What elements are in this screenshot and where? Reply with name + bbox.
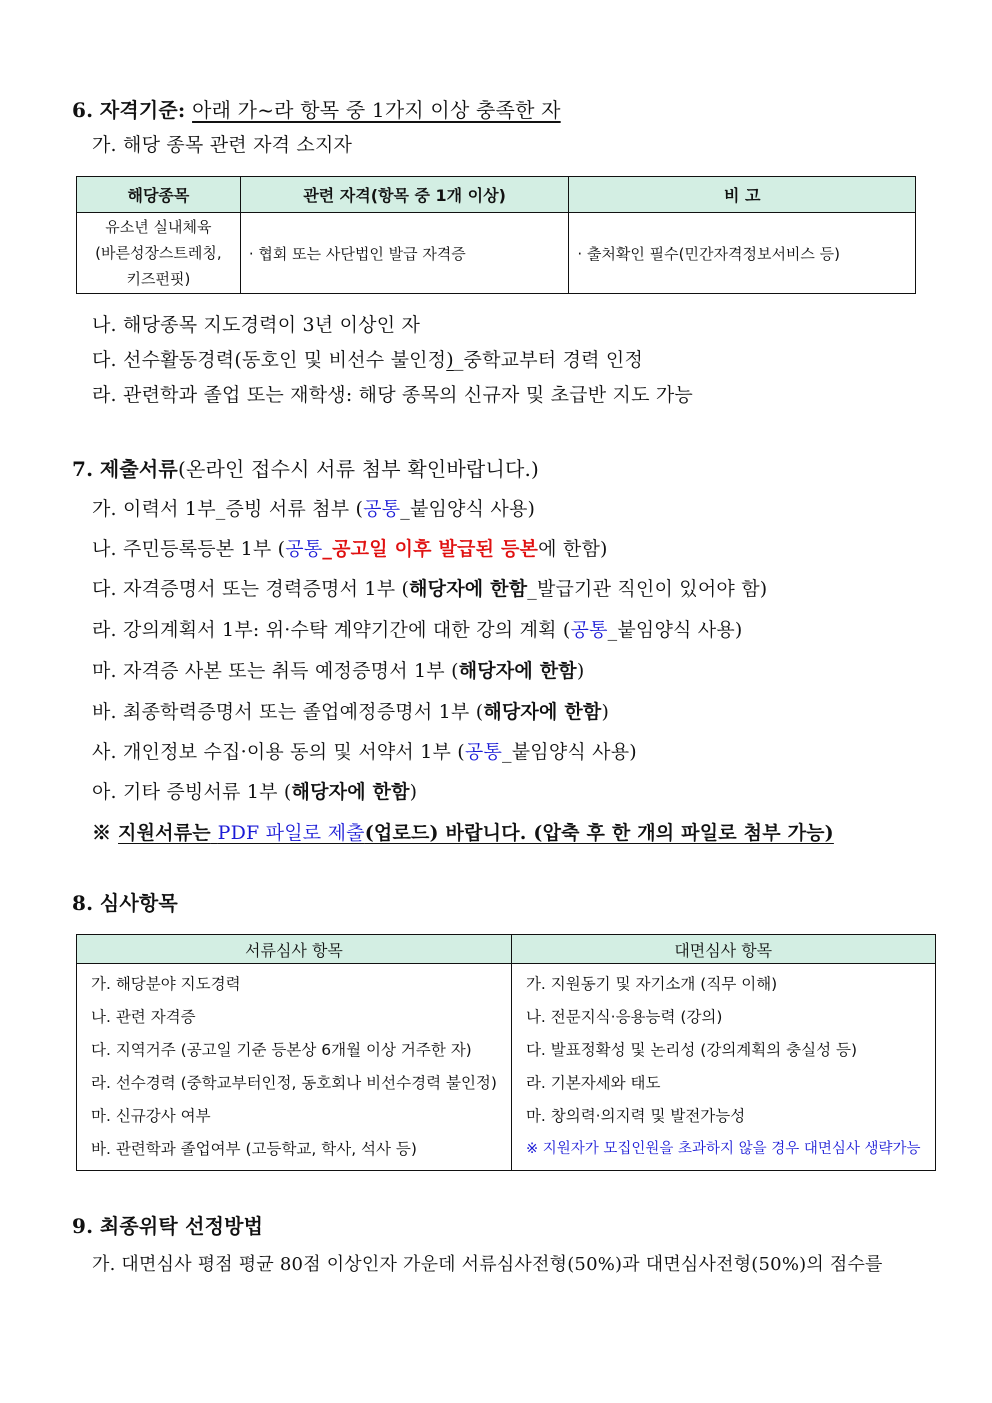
section-6-title: 자격기준: bbox=[99, 98, 186, 122]
item-text-tail: ) bbox=[409, 781, 418, 803]
list-item: 마. 창의력·의지력 및 발전가능성 bbox=[525, 1107, 746, 1125]
item-c-text-tail: _중학교부터 경력 인정 bbox=[453, 349, 644, 371]
item-text: 마. 자격증 사본 또는 취득 예정증명서 1부 ( bbox=[92, 660, 459, 682]
item-text: 아. 기타 증빙서류 1부 ( bbox=[92, 781, 292, 803]
section-8-title: 심사항목 bbox=[99, 891, 178, 915]
list-item: 마. 신규강사 여부 bbox=[91, 1107, 211, 1125]
item-bold: 해당자에 한함 bbox=[458, 660, 577, 682]
list-item bbox=[92, 497, 535, 521]
list-item: 라. 기본자세와 태도 bbox=[525, 1074, 661, 1092]
list-item: 다. 발표정확성 및 논리성 (강의계획의 충실성 등) bbox=[525, 1041, 858, 1059]
list-item bbox=[92, 740, 637, 764]
section-7-title-note: (온라인 접수시 서류 첨부 확인바랍니다.) bbox=[177, 457, 540, 481]
section-6-item-d: 라. 관련학과 졸업 또는 재학생: 해당 종목의 신규자 및 초급반 지도 가능 bbox=[92, 384, 693, 406]
list-item: 다. 지역거주 (공고일 기준 등본상 6개월 이상 거주한 자) bbox=[91, 1041, 472, 1059]
item-text-tail: ) bbox=[576, 660, 585, 682]
item-c-text: 다. 선수활동경력(동호인 및 비선수 불인정 bbox=[92, 349, 447, 371]
section-6-subtitle: 아래 가~라 항목 중 1가지 이상 충족한 자 bbox=[192, 98, 561, 122]
document-review-items bbox=[77, 964, 512, 1171]
header-qualification: 관련 자격(항목 중 1개 이상) bbox=[240, 177, 569, 213]
list-item: 나. 관련 자격증 bbox=[91, 1008, 196, 1026]
item-text: 바. 최종학력증명서 또는 졸업예정증명서 1부 ( bbox=[92, 701, 484, 723]
item-bold: 해당자에 한함 bbox=[409, 578, 528, 600]
item-text-tail: _붙임양식 사용) bbox=[607, 619, 743, 641]
section-6-heading bbox=[72, 98, 561, 122]
list-item bbox=[92, 537, 608, 561]
item-text: 나. 주민등록등본 1부 ( bbox=[92, 538, 286, 560]
list-item: 나. 전문지식·응용능력 (강의) bbox=[525, 1008, 723, 1026]
notice-text bbox=[118, 822, 834, 844]
header-note: 비 고 bbox=[569, 177, 916, 213]
section-7-heading bbox=[72, 457, 539, 481]
evaluation-table bbox=[76, 934, 936, 1171]
header-sport: 해당종목 bbox=[77, 177, 241, 213]
interview-review-items bbox=[511, 964, 935, 1171]
item-text-tail: _붙임양식 사용) bbox=[502, 741, 637, 763]
section-6-item-a: 가. 해당 종목 관련 자격 소지자 bbox=[92, 134, 353, 156]
list-item bbox=[92, 618, 743, 642]
list-item: 바. 관련학과 졸업여부 (고등학교, 학사, 석사 등) bbox=[91, 1140, 417, 1158]
item-bold: 해당자에 한함 bbox=[483, 701, 602, 723]
cell-qualification: · 협회 또는 사단법인 발급 자격증 bbox=[240, 213, 569, 294]
section-7-title: 제출서류 bbox=[99, 457, 178, 481]
section-6-number: 6. bbox=[72, 98, 94, 122]
item-text: 사. 개인정보 수집·이용 동의 및 서약서 1부 ( bbox=[92, 741, 465, 763]
item-text: 가. 이력서 1부_증빙 서류 첨부 ( bbox=[92, 498, 364, 520]
cell-note: · 출처확인 필수(민간자격정보서비스 등) bbox=[569, 213, 916, 294]
section-7-number: 7. bbox=[72, 457, 94, 481]
sport-line: 키즈펀핏) bbox=[126, 270, 191, 288]
header-interview-review: 대면심사 항목 bbox=[511, 935, 935, 964]
section-9-heading bbox=[72, 1214, 263, 1238]
item-text-tail: _붙임양식 사용) bbox=[400, 498, 536, 520]
section-9-item-a: 가. 대면심사 평점 평균 80점 이상인자 가운데 서류심사전형(50%)과 대면심사전형(50%)의 점수를 bbox=[92, 1254, 883, 1275]
table-row bbox=[77, 964, 936, 1171]
notice-pdf: PDF 파일로 제출 bbox=[217, 822, 365, 844]
section-9-title: 최종위탁 선정방법 bbox=[99, 1214, 264, 1238]
item-text: 라. 강의계획서 1부: 위·수탁 계약기간에 대한 강의 계획 ( bbox=[92, 619, 571, 641]
common-tag: 공통 bbox=[570, 619, 608, 641]
section-6-item-b: 나. 해당종목 지도경력이 3년 이상인 자 bbox=[92, 314, 421, 336]
section-8-heading bbox=[72, 891, 178, 915]
list-item: 가. 해당분야 지도경력 bbox=[91, 975, 241, 993]
section-6-item-c bbox=[92, 348, 643, 372]
list-item: 라. 선수경력 (중학교부터인정, 동호회나 비선수경력 불인정) bbox=[91, 1074, 497, 1092]
qualification-table-header bbox=[77, 177, 916, 213]
list-item bbox=[92, 780, 417, 804]
submission-notice bbox=[92, 821, 834, 845]
item-bold: 해당자에 한함 bbox=[291, 781, 410, 803]
list-item bbox=[92, 659, 584, 683]
cell-sport bbox=[77, 213, 241, 294]
section-9-number: 9. bbox=[72, 1214, 94, 1238]
common-tag: 공통 bbox=[285, 538, 323, 560]
item-text-tail: ) bbox=[601, 701, 610, 723]
item-highlight: _공고일 이후 발급된 등본 bbox=[322, 538, 539, 560]
qualification-table bbox=[76, 176, 916, 294]
item-c-paren: ) bbox=[446, 349, 454, 371]
notice-part: 지원서류는 bbox=[118, 822, 211, 844]
notice-mark: ※ bbox=[92, 822, 112, 844]
list-item bbox=[92, 577, 767, 601]
table-row bbox=[77, 213, 916, 294]
section-8-number: 8. bbox=[72, 891, 94, 915]
item-text: 다. 자격증명서 또는 경력증명서 1부 ( bbox=[92, 578, 410, 600]
item-text-tail: _발급기관 직인이 있어야 함) bbox=[527, 578, 768, 600]
list-item bbox=[92, 700, 609, 724]
common-tag: 공통 bbox=[464, 741, 503, 763]
interview-skip-note: ※ 지원자가 모집인원을 초과하지 않을 경우 대면심사 생략가능 bbox=[525, 1141, 921, 1157]
sport-line: 유소년 실내체육 bbox=[105, 218, 212, 236]
list-item: 가. 지원동기 및 자기소개 (직무 이해) bbox=[525, 975, 778, 993]
sport-line: (바른성장스트레칭, bbox=[95, 244, 222, 262]
item-text-tail: 에 한함) bbox=[538, 538, 608, 560]
common-tag: 공통 bbox=[363, 498, 401, 520]
notice-part-tail: (업로드) 바랍니다. (압축 후 한 개의 파일로 첨부 가능) bbox=[364, 822, 834, 844]
evaluation-table-header bbox=[77, 935, 936, 964]
header-document-review: 서류심사 항목 bbox=[77, 935, 512, 964]
